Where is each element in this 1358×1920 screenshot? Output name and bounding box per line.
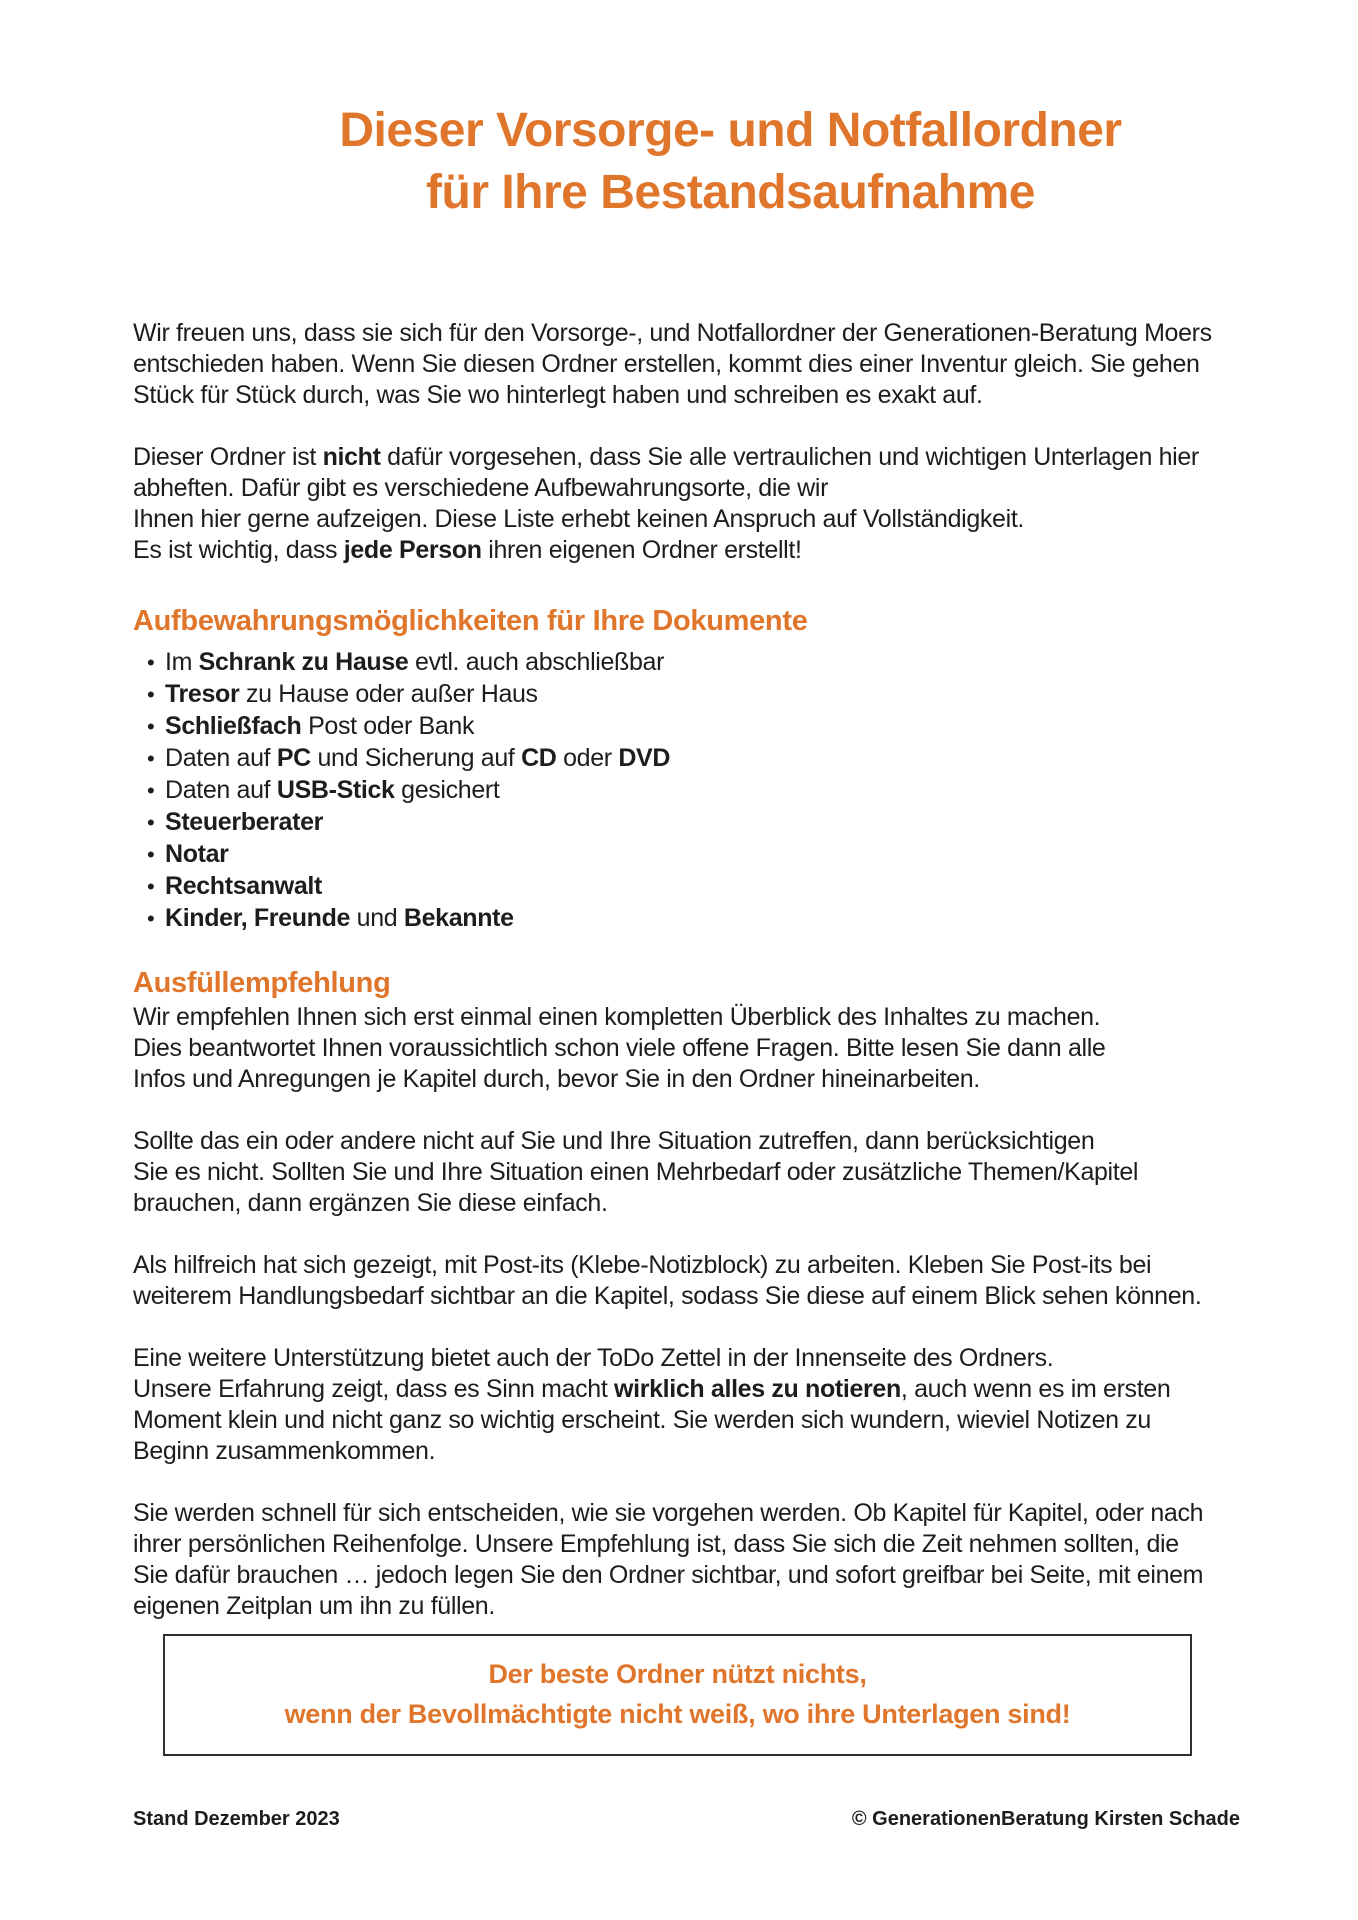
footer xyxy=(133,1806,1240,1832)
text-line xyxy=(133,473,1240,504)
text-line xyxy=(133,1591,1240,1622)
text-line xyxy=(133,442,1240,473)
text-line xyxy=(133,1250,1240,1281)
text-line xyxy=(133,349,1240,380)
text: gesichert xyxy=(394,776,500,804)
bullet-text xyxy=(165,902,514,934)
intro-paragraph-2 xyxy=(133,442,1240,566)
text: Wir freuen uns, dass sie sich für den Vorsorge-, und Notfallordner der Generationen-Beratung Moers xyxy=(133,319,1212,347)
bullet-icon: • xyxy=(147,746,155,771)
page-title-line-1: Dieser Vorsorge- und Notfallordner xyxy=(339,104,1122,157)
bullet-item xyxy=(133,774,1240,806)
text-line xyxy=(133,504,1240,535)
text: Ihnen hier gerne aufzeigen. Diese Liste erhebt keinen Anspruch auf Vollständigkeit. xyxy=(133,505,1025,533)
text: weiterem Handlungsbedarf sichtbar an die Kapitel, sodass Sie diese auf einem Blick sehen können. xyxy=(133,1282,1202,1310)
text: Dieser Ordner ist xyxy=(133,443,323,471)
bullet-text xyxy=(165,806,323,838)
bold-text: Tresor xyxy=(165,680,240,708)
text: entschieden haben. Wenn Sie diesen Ordner erstellen, kommt dies einer Inventur gleich. Sie gehen xyxy=(133,350,1200,378)
bullet-item xyxy=(133,678,1240,710)
bold-text: Schrank zu Hause xyxy=(198,648,409,676)
bold-text: DVD xyxy=(618,744,671,772)
bullet-icon: • xyxy=(147,682,155,707)
text-line xyxy=(133,1281,1240,1312)
text-line xyxy=(133,1405,1240,1436)
text-line xyxy=(133,1529,1240,1560)
text: Sollte das ein oder andere nicht auf Sie und Ihre Situation zutreffen, dann berücksichtigen xyxy=(133,1127,1095,1155)
text: , auch wenn es im ersten xyxy=(900,1375,1171,1403)
bullet-text xyxy=(165,870,322,902)
bullet-item xyxy=(133,870,1240,902)
fill-paragraph-2 xyxy=(133,1126,1240,1219)
bullet-item xyxy=(133,742,1240,774)
text-line xyxy=(133,1374,1240,1405)
text: oder xyxy=(556,744,619,772)
bold-text: Notar xyxy=(165,840,229,868)
bullet-text xyxy=(165,678,538,710)
text: dafür vorgesehen, dass Sie alle vertraulichen und wichtigen Unterlagen hier xyxy=(380,443,1199,471)
callout-line-2: wenn der Bevollmächtigte nicht weiß, wo ihre Unterlagen sind! xyxy=(284,1699,1071,1729)
text-line xyxy=(133,1436,1240,1467)
fill-paragraph-1 xyxy=(133,1002,1240,1095)
text: Als hilfreich hat sich gezeigt, mit Post-its (Klebe-Notizblock) zu arbeiten. Kleben Sie Post-its bei xyxy=(133,1251,1152,1279)
bold-text: CD xyxy=(521,744,557,772)
bullet-text xyxy=(165,774,499,806)
text: Daten auf xyxy=(165,744,277,772)
text: ihren eigenen Ordner erstellt! xyxy=(481,536,802,564)
intro-paragraph-1 xyxy=(133,318,1240,411)
bullet-item xyxy=(133,902,1240,934)
text-line xyxy=(133,1343,1240,1374)
bold-text: Steuerberater xyxy=(165,808,324,836)
bold-text: Kinder, Freunde xyxy=(165,904,351,932)
text: brauchen, dann ergänzen Sie diese einfach. xyxy=(133,1189,608,1217)
text: Es ist wichtig, dass xyxy=(133,536,344,564)
section-heading-storage: Aufbewahrungsmöglichkeiten für Ihre Dokumente xyxy=(133,605,808,637)
bullet-icon: • xyxy=(147,874,155,899)
text: und xyxy=(350,904,404,932)
text-line xyxy=(133,1157,1240,1188)
text: Unsere Erfahrung zeigt, dass es Sinn macht xyxy=(133,1375,615,1403)
bullet-icon: • xyxy=(147,714,155,739)
text: Im xyxy=(165,648,199,676)
text-line xyxy=(133,1560,1240,1591)
storage-bullet-list xyxy=(133,646,1240,934)
section-heading-fill: Ausfüllempfehlung xyxy=(133,967,391,999)
text-line xyxy=(133,380,1240,411)
text-line xyxy=(133,1002,1240,1033)
footer-copyright: © GenerationenBeratung Kirsten Schade xyxy=(851,1808,1240,1830)
text: Sie werden schnell für sich entscheiden, wie sie vorgehen werden. Ob Kapitel für Kapitel, oder nach xyxy=(133,1499,1204,1527)
bullet-icon: • xyxy=(147,778,155,803)
text: Post oder Bank xyxy=(301,712,475,740)
bullet-item xyxy=(133,806,1240,838)
bold-text: nicht xyxy=(322,443,381,471)
text-line xyxy=(133,535,1240,566)
text-line xyxy=(133,1126,1240,1157)
text-line xyxy=(133,1033,1240,1064)
bullet-item xyxy=(133,646,1240,678)
text: Dies beantwortet Ihnen voraussichtlich schon viele offene Fragen. Bitte lesen Sie dann alle xyxy=(133,1034,1106,1062)
text: evtl. auch abschließbar xyxy=(408,648,665,676)
text: Sie es nicht. Sollten Sie und Ihre Situation einen Mehrbedarf oder zusätzliche Themen/Kapitel xyxy=(133,1158,1139,1186)
text-line xyxy=(133,1188,1240,1219)
bullet-icon: • xyxy=(147,650,155,675)
text: und Sicherung auf xyxy=(310,744,522,772)
bullet-icon: • xyxy=(147,906,155,931)
text: Wir empfehlen Ihnen sich erst einmal einen kompletten Überblick des Inhaltes zu machen. xyxy=(133,1003,1101,1031)
bold-text: USB-Stick xyxy=(276,776,395,804)
fill-paragraph-4 xyxy=(133,1343,1240,1467)
text-line xyxy=(133,1064,1240,1095)
bullet-item xyxy=(133,838,1240,870)
text: Stück für Stück durch, was Sie wo hinterlegt haben und schreiben es exakt auf. xyxy=(133,381,983,409)
bold-text: wirklich alles zu notieren xyxy=(614,1375,901,1403)
bold-text: Bekannte xyxy=(403,904,514,932)
bullet-item xyxy=(133,710,1240,742)
bullet-text xyxy=(165,710,474,742)
text: Daten auf xyxy=(165,776,277,804)
text: Moment klein und nicht ganz so wichtig erscheint. Sie werden sich wundern, wieviel Notizen zu xyxy=(133,1406,1151,1434)
text: zu Hause oder außer Haus xyxy=(239,680,538,708)
text: eigenen Zeitplan um ihn zu füllen. xyxy=(133,1592,495,1620)
text-line xyxy=(133,1498,1240,1529)
bullet-text xyxy=(165,838,229,870)
text: abheften. Dafür gibt es verschiedene Aufbewahrungsorte, die wir xyxy=(133,474,829,502)
callout-line-1: Der beste Ordner nützt nichts, xyxy=(488,1659,867,1689)
text: Infos und Anregungen je Kapitel durch, bevor Sie in den Ordner hineinarbeiten. xyxy=(133,1065,980,1093)
bullet-icon: • xyxy=(147,842,155,867)
text: Beginn zusammenkommen. xyxy=(133,1437,436,1465)
bullet-icon: • xyxy=(147,810,155,835)
page-title-line-2: für Ihre Bestandsaufnahme xyxy=(426,166,1035,219)
text-line xyxy=(133,318,1240,349)
fill-paragraph-5 xyxy=(133,1498,1240,1622)
callout-box xyxy=(163,1634,1192,1756)
text: ihrer persönlichen Reihenfolge. Unsere Empfehlung ist, dass Sie sich die Zeit nehmen sollten, die xyxy=(133,1530,1179,1558)
bold-text: Schließfach xyxy=(165,712,302,740)
text: Sie dafür brauchen … jedoch legen Sie den Ordner sichtbar, und sofort greifbar bei Seite, mit einem xyxy=(133,1561,1204,1589)
bold-text: Rechtsanwalt xyxy=(165,872,322,900)
text: Eine weitere Unterstützung bietet auch der ToDo Zettel in der Innenseite des Ordners. xyxy=(133,1344,1054,1372)
fill-paragraph-3 xyxy=(133,1250,1240,1312)
bold-text: PC xyxy=(276,744,311,772)
bold-text: jede Person xyxy=(343,536,482,564)
bullet-text xyxy=(165,646,664,678)
footer-version-date: Stand Dezember 2023 xyxy=(133,1808,340,1830)
page-title xyxy=(177,100,1284,224)
bullet-text xyxy=(165,742,670,774)
